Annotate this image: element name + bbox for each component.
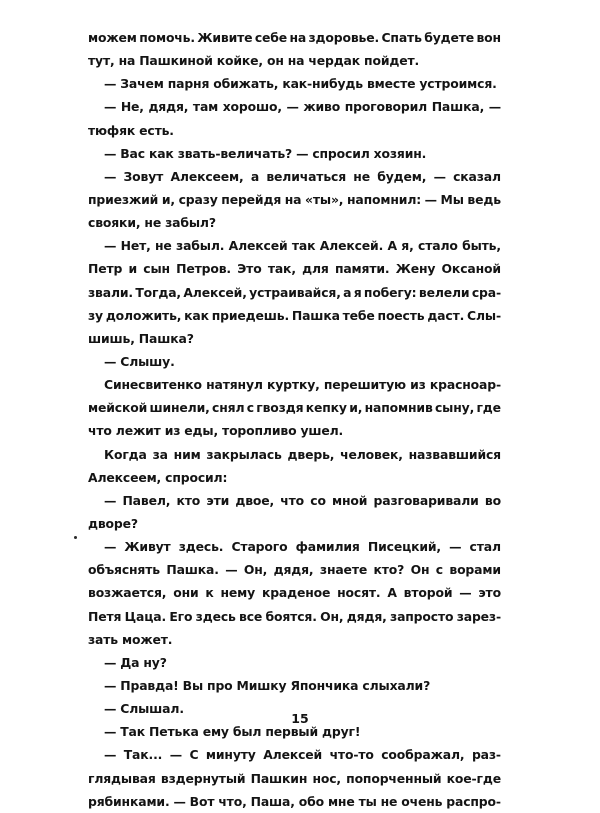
text-line: — Да ну? xyxy=(104,654,167,670)
text-line: Когда за ним закрылась дверь, человек, назвавшийся xyxy=(104,446,501,462)
text-line: — Так Петька ему был первый друг! xyxy=(104,724,361,740)
text-line: Петя Цаца. Его здесь все боятся. Он, дядя, запросто зарез- xyxy=(88,608,501,624)
text-line: шишь, Пашка? xyxy=(88,330,194,346)
text-line: Синесвитенко натянул куртку, перешитую из красноар- xyxy=(104,377,501,393)
text-line: звали. Тогда, Алексей, устраивайся, а я побегу: велели сра- xyxy=(88,284,501,300)
text-line: тюфяк есть. xyxy=(88,122,174,138)
text-line: зу доложить, как приедешь. Пашка тебе поесть даст. Слы- xyxy=(88,307,501,323)
margin-mark xyxy=(74,536,77,539)
text-line: глядывая вздернутый Пашкин нос, попорченный кое-где xyxy=(88,770,501,786)
text-line: приезжий и, сразу перейдя на «ты», напомнил: — Мы ведь xyxy=(88,191,501,207)
text-line: рябинками. — Вот что, Паша, обо мне ты не очень распро- xyxy=(88,793,501,809)
text-line: Петр и сын Петров. Это так, для памяти. Жену Оксаной xyxy=(88,261,501,277)
text-line: свояки, не забыл? xyxy=(88,215,216,231)
page-number: 15 xyxy=(291,711,309,726)
text-line: зать может. xyxy=(88,631,173,647)
text-line: Алексеем, спросил: xyxy=(88,469,228,485)
text-line: — Зачем парня обижать, как-нибудь вместе устроимся. xyxy=(104,76,497,92)
text-line: — Нет, не забыл. Алексей так Алексей. А я, стало быть, xyxy=(104,238,501,254)
text-line: — Вас как звать-величать? — спросил хозяин. xyxy=(104,145,427,161)
body-text xyxy=(88,26,501,813)
text-line: дворе? xyxy=(88,515,138,531)
text-line: что лежит из еды, торопливо ушел. xyxy=(88,423,344,439)
text-line: объяснять Пашка. — Он, дядя, знаете кто? Он с ворами xyxy=(88,562,501,578)
text-line: — Правда! Вы про Мишку Япончика слыхали? xyxy=(104,677,431,693)
text-line: — Слышу. xyxy=(104,353,175,369)
text-line: тут, на Пашкиной койке, он на чердак пойдет. xyxy=(88,53,420,69)
text-line: мейской шинели, снял с гвоздя кепку и, напомнив сыну, где xyxy=(88,400,501,416)
text-line: — Зовут Алексеем, а величаться не будем, — сказал xyxy=(104,168,501,184)
text-line: возжается, они к нему краденое носят. А второй — это xyxy=(88,585,501,601)
text-line: можем помочь. Живите себе на здоровье. Спать будете вон xyxy=(88,30,501,45)
text-line: — Живут здесь. Старого фамилия Писецкий, — стал xyxy=(104,539,501,555)
text-line: — Слышал. xyxy=(104,701,184,717)
text-line: — Так... — С минуту Алексей что-то соображал, раз- xyxy=(104,747,501,763)
text-line: — Павел, кто эти двое, что со мной разговаривали во xyxy=(104,492,501,508)
text-line: — Не, дядя, там хорошо, — живо проговорил Пашка, — xyxy=(104,99,501,115)
